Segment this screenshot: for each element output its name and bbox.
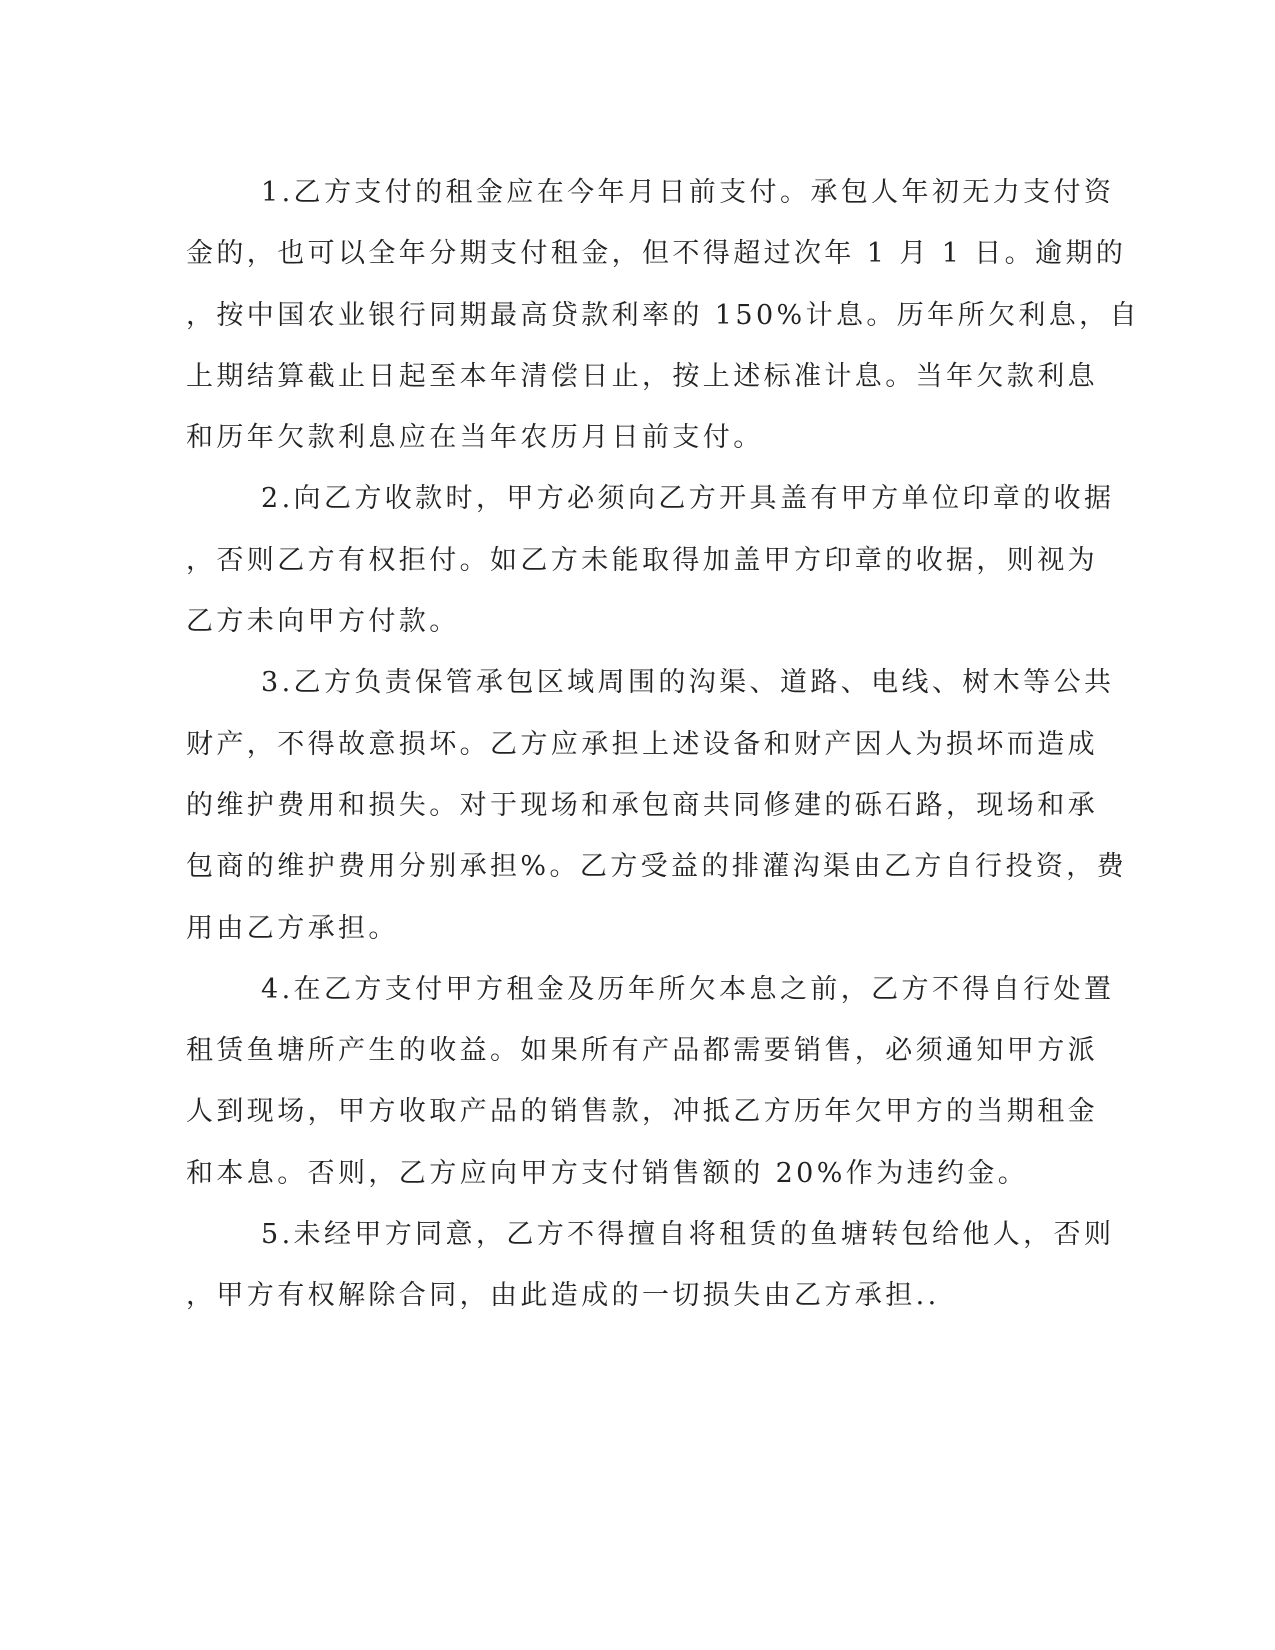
paragraph-line: 5.未经甲方同意，乙方不得擅自将租赁的鱼塘转包给他人，否则 <box>261 1219 1115 1251</box>
paragraph-line: 人到现场，甲方收取产品的销售款，冲抵乙方历年欠甲方的当期租金 <box>186 1096 1098 1128</box>
paragraph-5 <box>186 1204 1115 1327</box>
paragraph-line: 租赁鱼塘所产生的收益。如果所有产品都需要销售，必须通知甲方派 <box>186 1035 1098 1067</box>
paragraph-line: ，甲方有权解除合同，由此造成的一切损失由乙方承担.. <box>186 1280 940 1312</box>
paragraph-line: ，按中国农业银行同期最高贷款利率的 150%计息。历年所欠利息，自 <box>186 299 1140 331</box>
paragraph-2 <box>186 468 1115 652</box>
paragraph-line: ，否则乙方有权拒付。如乙方未能取得加盖甲方印章的收据，则视为 <box>186 544 1098 576</box>
paragraph-line: 用由乙方承担。 <box>186 912 399 944</box>
paragraph-line: 4.在乙方支付甲方租金及历年所欠本息之前，乙方不得自行处置 <box>261 973 1115 1005</box>
paragraph-line: 2.向乙方收款时，甲方必须向乙方开具盖有甲方单位印章的收据 <box>261 483 1115 515</box>
paragraph-line: 财产，不得故意损坏。乙方应承担上述设备和财产因人为损坏而造成 <box>186 728 1098 760</box>
paragraph-3 <box>186 652 1128 958</box>
paragraph-line: 上期结算截止日起至本年清偿日止，按上述标准计息。当年欠款利息 <box>186 360 1098 392</box>
document-body <box>186 162 1140 1327</box>
paragraph-line: 包商的维护费用分别承担%。乙方受益的排灌沟渠由乙方自行投资，费 <box>186 851 1128 883</box>
paragraph-line: 和历年欠款利息应在当年农历月日前支付。 <box>186 422 764 454</box>
paragraph-1 <box>186 162 1140 468</box>
paragraph-line: 和本息。否则，乙方应向甲方支付销售额的 20%作为违约金。 <box>186 1157 1029 1189</box>
paragraph-line: 的维护费用和损失。对于现场和承包商共同修建的砾石路，现场和承 <box>186 789 1098 821</box>
paragraph-4 <box>186 959 1115 1204</box>
paragraph-line: 1.乙方支付的租金应在今年月日前支付。承包人年初无力支付资 <box>261 177 1115 208</box>
paragraph-line: 3.乙方负责保管承包区域周围的沟渠、道路、电线、树木等公共 <box>261 667 1115 699</box>
paragraph-line: 乙方未向甲方付款。 <box>186 606 460 638</box>
paragraph-line: 金的，也可以全年分期支付租金，但不得超过次年 1 月 1 日。逾期的 <box>186 238 1127 270</box>
